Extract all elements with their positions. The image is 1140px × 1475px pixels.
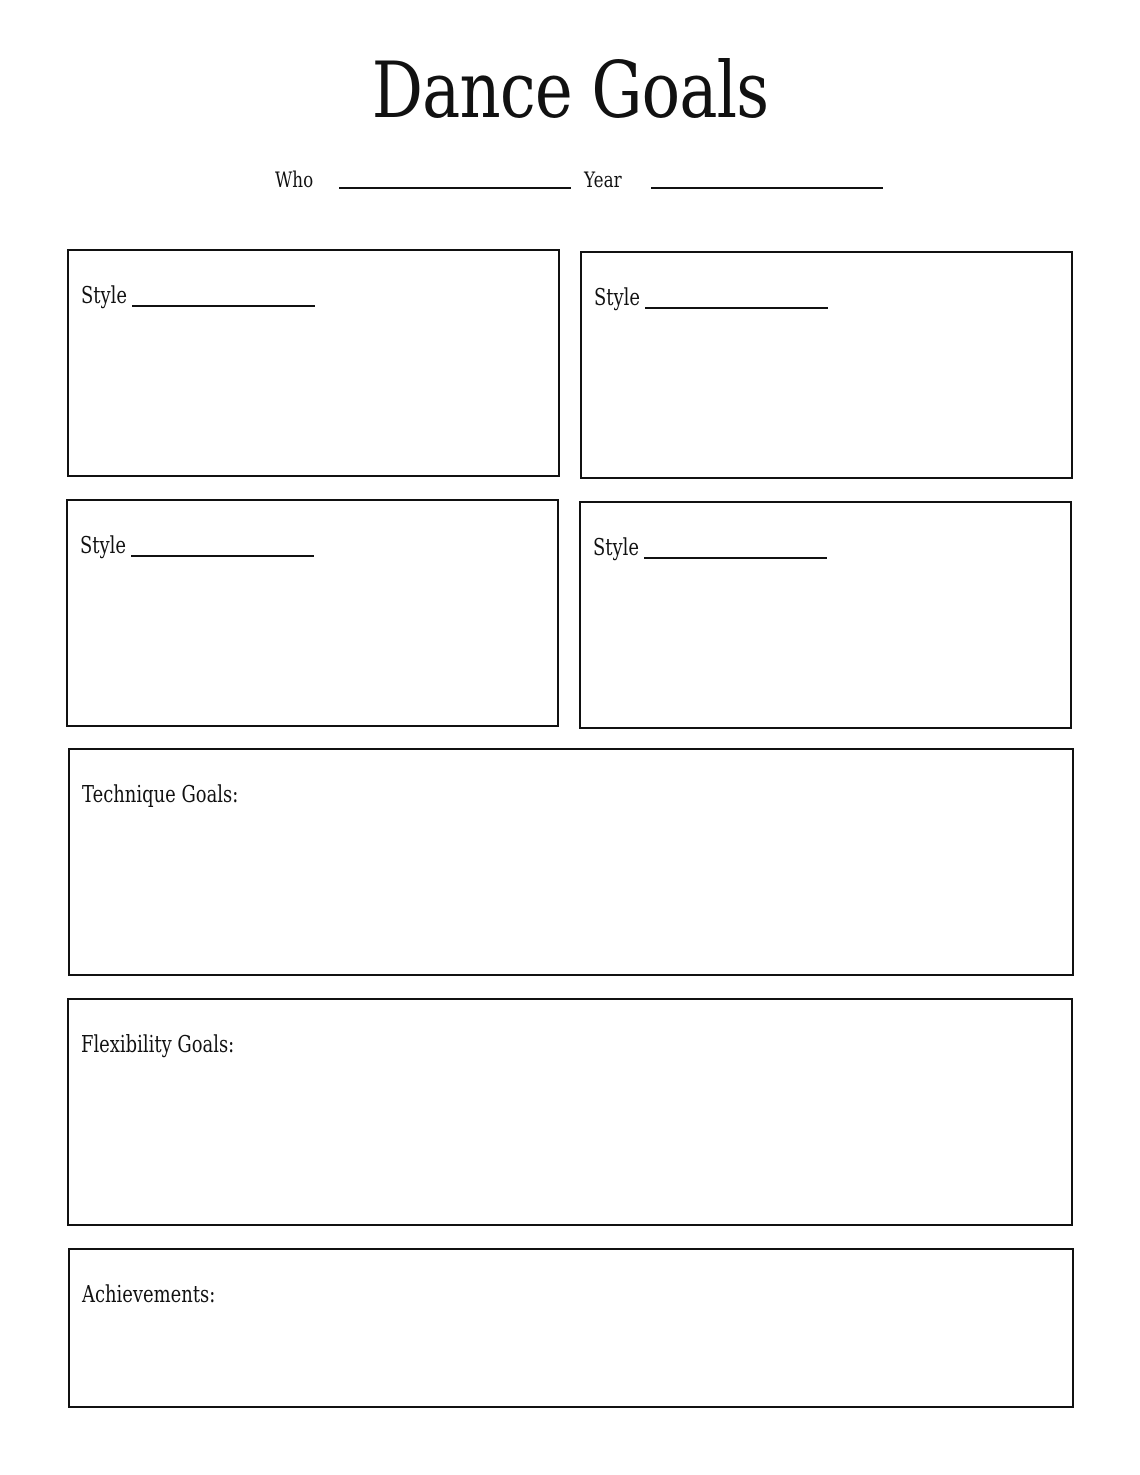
achievements-label: Achievements:: [82, 1282, 216, 1308]
style-input-line[interactable]: [645, 307, 828, 309]
flexibility-goals-box[interactable]: [67, 998, 1073, 1226]
style-input-line[interactable]: [131, 555, 314, 557]
style-label: Style: [593, 535, 639, 561]
style-label: Style: [80, 533, 126, 559]
style-box-1[interactable]: [67, 249, 560, 477]
who-label: Who: [275, 168, 314, 192]
style-box-4[interactable]: [579, 501, 1072, 729]
technique-goals-box[interactable]: [68, 748, 1074, 976]
who-field[interactable]: [275, 170, 571, 191]
style-box-2[interactable]: [580, 251, 1073, 479]
style-box-3[interactable]: [66, 499, 559, 727]
year-field[interactable]: [584, 170, 883, 191]
style-label: Style: [81, 283, 127, 309]
who-input-line[interactable]: [339, 187, 571, 189]
achievements-box[interactable]: [68, 1248, 1074, 1408]
year-input-line[interactable]: [651, 187, 883, 189]
flexibility-goals-label: Flexibility Goals:: [81, 1032, 235, 1058]
technique-goals-label: Technique Goals:: [82, 782, 239, 808]
year-label: Year: [584, 168, 622, 192]
style-label: Style: [594, 285, 640, 311]
page-title: Dance Goals: [371, 46, 769, 136]
style-input-line[interactable]: [132, 305, 315, 307]
style-input-line[interactable]: [644, 557, 827, 559]
